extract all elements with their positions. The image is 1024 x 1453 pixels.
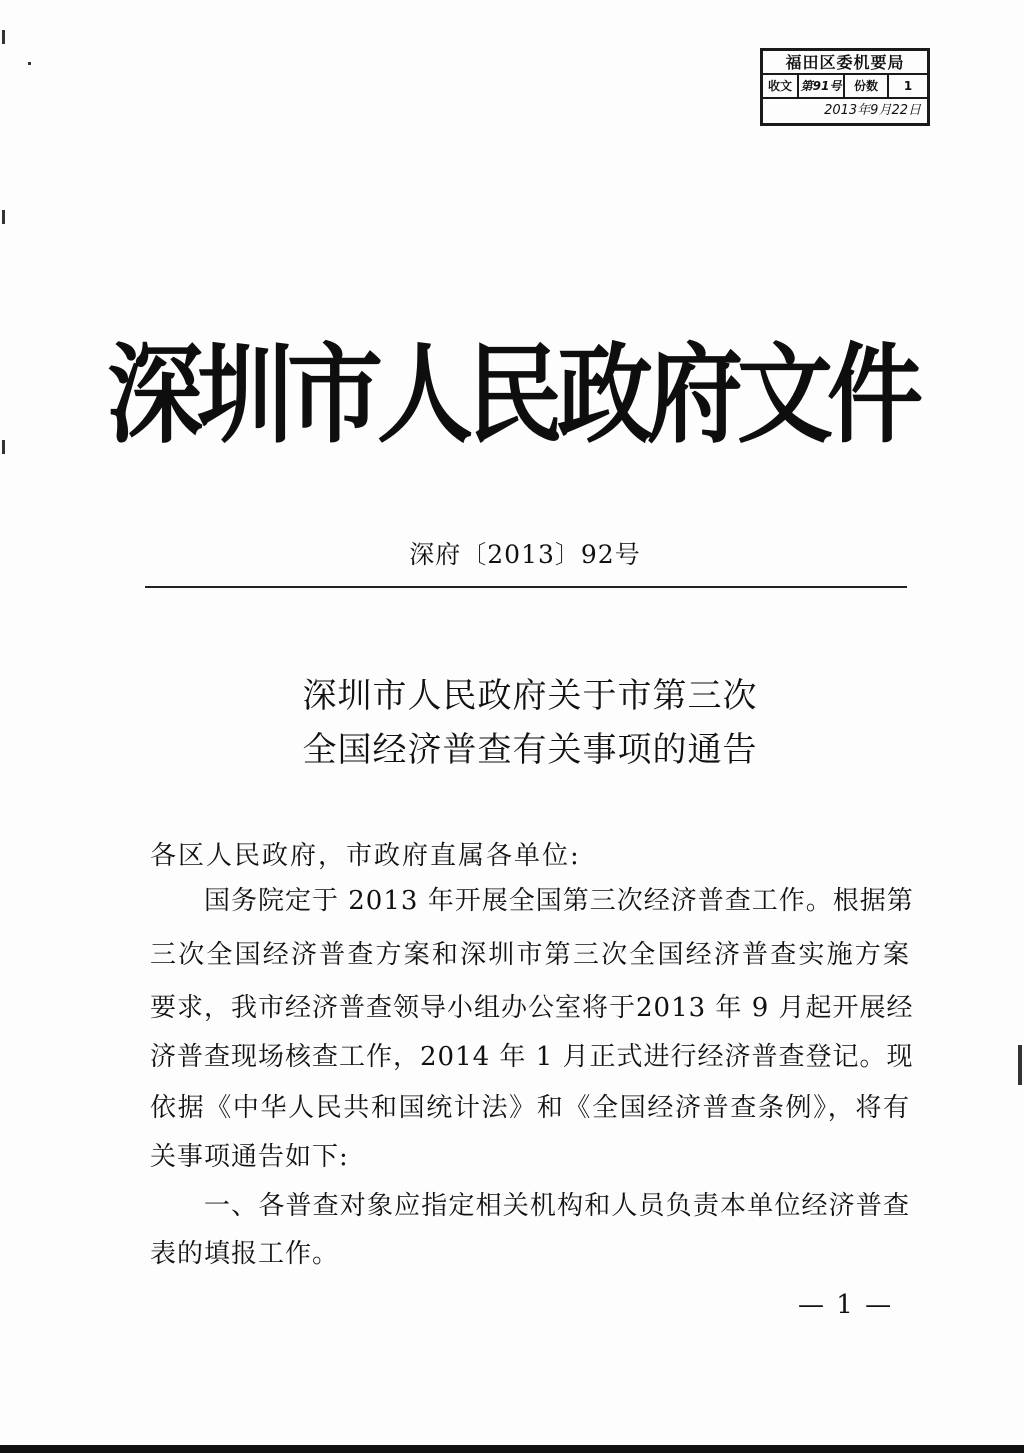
body-line: 济普查现场核查工作，2014 年 1 月正式进行经济普查登记。现 — [150, 1042, 914, 1072]
stamp-copies-value: 1 — [903, 79, 913, 93]
document-masthead: 深圳市人民政府文件 — [107, 331, 917, 458]
body-line: 一、各普查对象应指定相关机构和人员负责本单位经济普查 — [204, 1191, 910, 1221]
body-line: 依据《中华人民共和国统计法》和《全国经济普查条例》，将有 — [150, 1093, 910, 1123]
body-line: 国务院定于 2013 年开展全国第三次经济普查工作。根据第 — [204, 886, 914, 916]
scan-bottom-edge — [0, 1445, 1024, 1453]
receipt-stamp — [760, 48, 930, 126]
document-title-line-2: 全国经济普查有关事项的通告 — [302, 730, 758, 770]
body-line: 三次全国经济普查方案和深圳市第三次全国经济普查实施方案 — [150, 940, 910, 970]
stamp-copies-label: 份数 — [845, 75, 889, 97]
scan-speck — [2, 210, 5, 224]
masthead-divider — [145, 586, 907, 588]
scan-speck — [2, 30, 5, 44]
body-line: 表的填报工作。 — [150, 1239, 340, 1269]
stamp-date: 2013年9月22日 — [824, 103, 921, 118]
salutation: 各区人民政府，市政府直属各单位: — [150, 841, 581, 871]
document-title-line-1: 深圳市人民政府关于市第三次 — [302, 676, 758, 716]
stamp-receipt-row — [763, 75, 927, 99]
page-number: — 1 — — [798, 1290, 894, 1320]
body-line: 要求，我市经济普查领导小组办公室将于2013 年 9 月起开展经 — [150, 993, 914, 1023]
body-line: 关事项通告如下: — [150, 1142, 349, 1172]
stamp-receipt-number: 第91号 — [799, 75, 845, 97]
scan-speck — [1018, 1045, 1022, 1085]
document-number: 深府〔2013〕92号 — [409, 540, 641, 569]
scan-speck — [28, 62, 31, 65]
stamp-receipt-label: 收文 — [763, 75, 799, 97]
stamp-org: 福田区委机要局 — [763, 51, 927, 75]
